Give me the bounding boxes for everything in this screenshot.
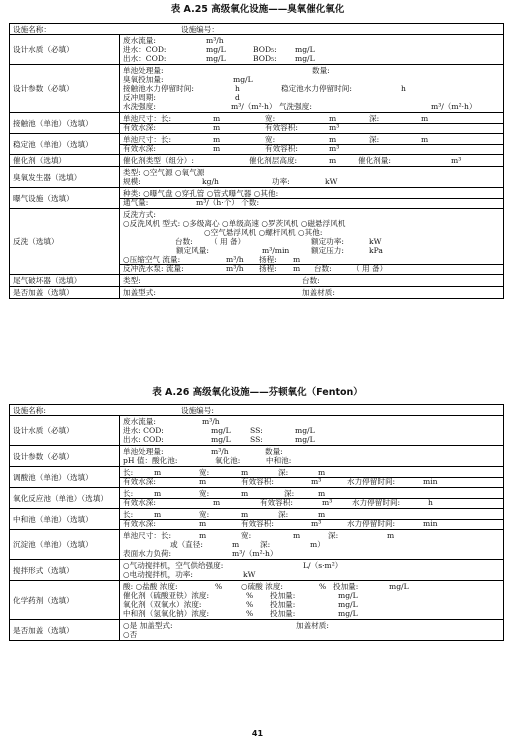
- field-text: 有效容积:: [241, 477, 274, 486]
- field-text: m³/（m²·h）: [431, 102, 477, 111]
- field-text: 宽:: [265, 114, 276, 123]
- table-row: [10, 487, 503, 508]
- row-label: 沉淀池（单池）（选填）: [10, 530, 120, 559]
- form-line: [120, 591, 503, 600]
- table-row: [10, 274, 503, 286]
- field-text: 深:: [278, 468, 289, 477]
- field-text: 反冲周期:: [123, 93, 156, 102]
- field-text: min: [423, 477, 438, 486]
- field-text: 反洗方式:: [123, 210, 156, 219]
- form-line: [120, 66, 503, 75]
- field-text: 或（直径:: [170, 540, 203, 549]
- form-line: [120, 477, 503, 486]
- field-text: h: [235, 84, 240, 93]
- field-text: m）: [310, 540, 325, 549]
- field-text: 规模:: [123, 177, 141, 186]
- field-text: mg/L: [295, 435, 315, 444]
- field-text: 进水: COD:: [123, 426, 164, 435]
- field-text: 水力停留时间:: [352, 498, 401, 507]
- field-text: 额定功率:: [311, 237, 344, 246]
- field-text: SS:: [250, 426, 263, 435]
- form-line: [120, 93, 503, 102]
- row-label: 曝气设施（选填）: [10, 188, 120, 208]
- form-line: [120, 498, 503, 507]
- form-line: [120, 219, 503, 228]
- field-text: 通气量:: [123, 198, 149, 207]
- field-text: 扬程:: [259, 255, 277, 264]
- field-text: m: [387, 531, 395, 540]
- field-text: mg/L: [211, 435, 231, 444]
- field-text: %: [246, 609, 254, 618]
- row-label: 臭氧发生器（选填）: [10, 167, 120, 187]
- form-line: [120, 276, 503, 285]
- field-text: 宽:: [199, 468, 210, 477]
- field-text: 类型:: [123, 276, 141, 285]
- form-line: [120, 264, 503, 273]
- field-text: m: [213, 135, 221, 144]
- field-text: ○硫酸 浓度:: [241, 582, 283, 591]
- table-a25-caption: 表 A.25 高级氧化设施——臭氧催化氧化: [170, 4, 345, 15]
- field-text: 稳定池水力停留时间:: [281, 84, 352, 93]
- field-text: mg/L: [295, 54, 315, 63]
- row-label: 氧化反应池（单池）（选填）: [10, 488, 120, 508]
- field-text: BOD₅:: [253, 45, 277, 54]
- form-line: [120, 549, 503, 558]
- header-field: 设施编号：: [181, 24, 219, 34]
- field-text: 有效水深:: [123, 144, 156, 153]
- field-text: 额定压力:: [311, 246, 344, 255]
- form-line: [120, 54, 503, 63]
- field-text: 数量:: [265, 447, 283, 456]
- field-text: m: [241, 510, 249, 519]
- table-row: [10, 559, 503, 580]
- field-text: m³/（m²·h） 气洗强度:: [231, 102, 312, 111]
- table-row: [10, 508, 503, 529]
- form-line: [120, 36, 503, 45]
- form-line: [120, 228, 503, 237]
- field-text: m³: [451, 156, 462, 165]
- table-header-row: [10, 24, 503, 34]
- field-text: 单池尺寸：长:: [123, 114, 172, 123]
- field-text: 表面水力负荷:: [123, 549, 172, 558]
- form-line: [120, 435, 503, 444]
- row-label: 设计参数（必填）: [10, 65, 120, 112]
- field-text: 深:: [278, 510, 289, 519]
- field-text: 深:: [328, 531, 339, 540]
- field-text: m: [421, 135, 429, 144]
- field-text: 有效容积:: [241, 519, 274, 528]
- field-text: m: [293, 255, 301, 264]
- field-text: 数量:: [312, 66, 330, 75]
- field-text: d: [235, 93, 240, 102]
- field-text: ○压缩空气 流量:: [123, 255, 181, 264]
- field-text: m: [213, 498, 221, 507]
- field-text: m: [154, 510, 162, 519]
- row-label: 调酸池（单池）（选填）: [10, 467, 120, 487]
- header-field: 设施名称:: [13, 405, 46, 415]
- field-text: 投加量:: [270, 591, 296, 600]
- field-text: L/（s·m²）: [303, 561, 343, 570]
- row-label: 化学药剂（选填）: [10, 581, 120, 619]
- table-a26: [9, 404, 504, 641]
- table-row: [10, 34, 503, 64]
- form-line: [120, 144, 503, 153]
- field-text: m³/h: [226, 264, 244, 273]
- field-text: 长:: [123, 510, 134, 519]
- field-text: ○电动搅拌机，功率:: [123, 570, 193, 579]
- field-text: 催化剂层高度:: [249, 156, 298, 165]
- field-text: 氧化池:: [215, 456, 241, 465]
- table-row: [10, 445, 503, 466]
- table-row: [10, 529, 503, 559]
- field-text: 加盖材质:: [296, 621, 329, 630]
- table-header-row: [10, 405, 503, 415]
- field-text: h: [401, 84, 406, 93]
- field-text: 扬程:: [259, 264, 277, 273]
- field-text: %: [246, 600, 254, 609]
- field-text: ○否: [123, 630, 138, 639]
- field-text: kPa: [369, 246, 383, 255]
- field-text: BOD₅:: [253, 54, 277, 63]
- row-label: 是否加盖（选填）: [10, 287, 120, 298]
- field-text: 单池尺寸：长:: [123, 531, 172, 540]
- form-line: [120, 600, 503, 609]
- field-text: 臭氧投加量:: [123, 75, 164, 84]
- field-text: m: [293, 531, 301, 540]
- field-text: 有效水深:: [123, 477, 156, 486]
- form-line: [120, 582, 503, 591]
- table-row: [10, 187, 503, 208]
- table-row: [10, 64, 503, 112]
- field-text: 有效容积:: [265, 144, 298, 153]
- form-line: [120, 609, 503, 618]
- field-text: 水洗强度:: [123, 102, 156, 111]
- table-row: [10, 166, 503, 187]
- field-text: 催化剂类型（组分）:: [123, 156, 194, 165]
- form-line: [120, 156, 503, 165]
- form-line: [120, 75, 503, 84]
- field-text: m: [318, 510, 326, 519]
- field-text: 加盖型式:: [123, 288, 156, 297]
- field-text: ○气动搅拌机，空气供给强度:: [123, 561, 224, 570]
- row-label: 设计水质（必填）: [10, 35, 120, 64]
- field-text: 台数:: [302, 276, 320, 285]
- form-line: [120, 177, 503, 186]
- form-line: [120, 84, 503, 93]
- field-text: 宽:: [265, 135, 276, 144]
- header-field: 设施编号:: [181, 405, 214, 415]
- form-line: [120, 237, 503, 246]
- row-label: 是否加盖（选填）: [10, 620, 120, 640]
- table-a25: [9, 23, 504, 299]
- field-text: 有效容积:: [260, 498, 293, 507]
- row-label: 设计水质（必填）: [10, 416, 120, 445]
- field-text: 长:: [123, 468, 134, 477]
- table-row: [10, 208, 503, 274]
- field-text: ○反洗风机 型式: ○多级离心 ○单级高速 ○罗茨风机 ○磁悬浮风机: [123, 219, 346, 228]
- field-text: kW: [369, 237, 382, 246]
- field-text: 中和池:: [266, 456, 292, 465]
- field-text: m³: [311, 519, 322, 528]
- field-text: m: [213, 123, 221, 132]
- field-text: m³: [311, 477, 322, 486]
- field-text: 长:: [123, 489, 134, 498]
- field-text: 类型: ○空气源 ○氧气源: [123, 168, 205, 177]
- field-text: 深:: [284, 489, 295, 498]
- field-text: ○空气悬浮风机 ○螺杆风机 ○其他:: [204, 228, 323, 237]
- form-line: [120, 210, 503, 219]
- field-text: 废水流量:: [123, 36, 156, 45]
- field-text: m³/min: [262, 246, 290, 255]
- field-text: （ 用 备）: [352, 264, 388, 273]
- form-line: [120, 531, 503, 540]
- field-text: 深:: [260, 540, 271, 549]
- form-line: [120, 288, 503, 297]
- field-text: mg/L: [206, 54, 226, 63]
- table-row: [10, 466, 503, 487]
- form-line: [120, 123, 503, 132]
- field-text: 宽:: [199, 510, 210, 519]
- field-text: 功率:: [272, 177, 290, 186]
- table-row: [10, 580, 503, 619]
- field-text: m³/h: [226, 255, 244, 264]
- field-text: %: [215, 582, 223, 591]
- field-text: 氧化剂（双氧水）浓度:: [123, 600, 202, 609]
- field-text: 台数:: [175, 237, 193, 246]
- table-row: [10, 133, 503, 154]
- field-text: 有效水深:: [123, 498, 156, 507]
- table-row: [10, 619, 503, 640]
- field-text: m: [199, 477, 207, 486]
- field-text: m: [329, 114, 337, 123]
- field-text: m³: [329, 123, 340, 132]
- field-text: m³/h: [206, 36, 224, 45]
- field-text: mg/L: [206, 45, 226, 54]
- field-text: mg/L: [295, 426, 315, 435]
- field-text: （ 用 备）: [210, 237, 246, 246]
- field-text: m: [154, 489, 162, 498]
- header-field: 设施名称：: [13, 24, 51, 34]
- field-text: SS:: [250, 435, 263, 444]
- field-text: 有效容积:: [265, 123, 298, 132]
- form-line: [120, 570, 503, 579]
- field-text: m: [318, 489, 326, 498]
- field-text: 进水：COD:: [123, 45, 167, 54]
- table-row: [10, 415, 503, 445]
- field-text: m: [318, 468, 326, 477]
- row-label: 尾气破坏器（选填）: [10, 275, 120, 286]
- field-text: 单池处理量:: [123, 66, 164, 75]
- field-text: m: [232, 540, 240, 549]
- field-text: mg/L: [338, 609, 358, 618]
- table-row: [10, 154, 503, 166]
- row-label: 稳定池（单池）（选填）: [10, 134, 120, 154]
- field-text: mg/L: [338, 591, 358, 600]
- form-line: [120, 630, 503, 639]
- field-text: 种类: ○曝气盘 ○穿孔管 ○管式曝气器 ○其他:: [123, 189, 279, 198]
- field-text: 深:: [369, 114, 380, 123]
- table-a26-caption: 表 A.26 高级氧化设施——芬顿氧化（Fenton）: [152, 387, 363, 398]
- field-text: min: [423, 519, 438, 528]
- form-line: [120, 198, 503, 207]
- field-text: 加盖材质:: [302, 288, 335, 297]
- field-text: m³/（h·个） 个数:: [196, 198, 260, 207]
- field-text: 单池处理量:: [123, 447, 164, 456]
- field-text: ○是 加盖型式:: [123, 621, 173, 630]
- field-text: m³: [322, 498, 333, 507]
- form-line: [120, 417, 503, 426]
- field-text: %: [319, 582, 327, 591]
- field-text: m: [241, 489, 249, 498]
- field-text: 单池尺寸：长:: [123, 135, 172, 144]
- field-text: m: [154, 468, 162, 477]
- field-text: 催化剂（硫酸亚铁）浓度:: [123, 591, 210, 600]
- form-line: [120, 426, 503, 435]
- field-text: m: [241, 468, 249, 477]
- field-text: pH 值：酸化池:: [123, 456, 178, 465]
- field-text: m: [329, 135, 337, 144]
- field-text: m³/h: [202, 417, 220, 426]
- field-text: mg/L: [338, 600, 358, 609]
- field-text: m: [213, 114, 221, 123]
- field-text: 投加量:: [270, 600, 296, 609]
- field-text: h: [428, 498, 433, 507]
- field-text: 投加量:: [333, 582, 359, 591]
- form-line: [120, 246, 503, 255]
- form-line: [120, 447, 503, 456]
- field-text: 出水：COD:: [123, 54, 167, 63]
- field-text: 催化剂量:: [358, 156, 391, 165]
- field-text: m: [213, 144, 221, 153]
- field-text: m: [293, 264, 301, 273]
- row-label: 设计参数（必填）: [10, 446, 120, 466]
- row-label: 催化剂（选填）: [10, 155, 120, 166]
- form-line: [120, 102, 503, 111]
- field-text: 投加量:: [270, 609, 296, 618]
- field-text: 台数:: [314, 264, 332, 273]
- row-label: 接触池（单池）（选填）: [10, 113, 120, 133]
- field-text: %: [246, 591, 254, 600]
- form-line: [120, 561, 503, 570]
- table-row: [10, 286, 503, 298]
- field-text: 水力停留时间:: [347, 519, 396, 528]
- form-line: [120, 45, 503, 54]
- field-text: 中和剂（氢氧化钠）浓度:: [123, 609, 210, 618]
- form-line: [120, 168, 503, 177]
- field-text: 宽:: [199, 489, 210, 498]
- field-text: m³: [329, 144, 340, 153]
- field-text: 出水: COD:: [123, 435, 164, 444]
- row-label: 搅拌形式（选填）: [10, 560, 120, 580]
- field-text: 水力停留时间:: [347, 477, 396, 486]
- field-text: mg/L: [233, 75, 253, 84]
- field-text: 接触池水力停留时间:: [123, 84, 194, 93]
- form-line: [120, 621, 503, 630]
- field-text: 反冲洗水泵: 流量:: [123, 264, 184, 273]
- form-line: [120, 456, 503, 465]
- field-text: mg/L: [295, 45, 315, 54]
- field-text: kg/h: [202, 177, 219, 186]
- page-number: 41: [251, 729, 264, 738]
- field-text: mg/L: [211, 426, 231, 435]
- field-text: 额定风量:: [176, 246, 209, 255]
- field-text: m: [199, 519, 207, 528]
- field-text: kW: [243, 570, 256, 579]
- form-line: [120, 540, 503, 549]
- field-text: 有效水深:: [123, 519, 156, 528]
- field-text: 深:: [369, 135, 380, 144]
- field-text: mg/L: [389, 582, 409, 591]
- field-text: 宽:: [241, 531, 252, 540]
- field-text: m: [199, 531, 207, 540]
- field-text: m: [421, 114, 429, 123]
- row-label: 中和池（单池）（选填）: [10, 509, 120, 529]
- table-row: [10, 112, 503, 133]
- form-line: [120, 519, 503, 528]
- field-text: 废水流量:: [123, 417, 156, 426]
- field-text: m³/h: [211, 447, 229, 456]
- field-text: kW: [325, 177, 338, 186]
- field-text: 酸: ○盐酸 浓度:: [123, 582, 178, 591]
- field-text: m: [329, 156, 337, 165]
- field-text: m³/（m²·h）: [232, 549, 278, 558]
- row-label: 反洗（选填）: [10, 209, 120, 274]
- field-text: 有效水深:: [123, 123, 156, 132]
